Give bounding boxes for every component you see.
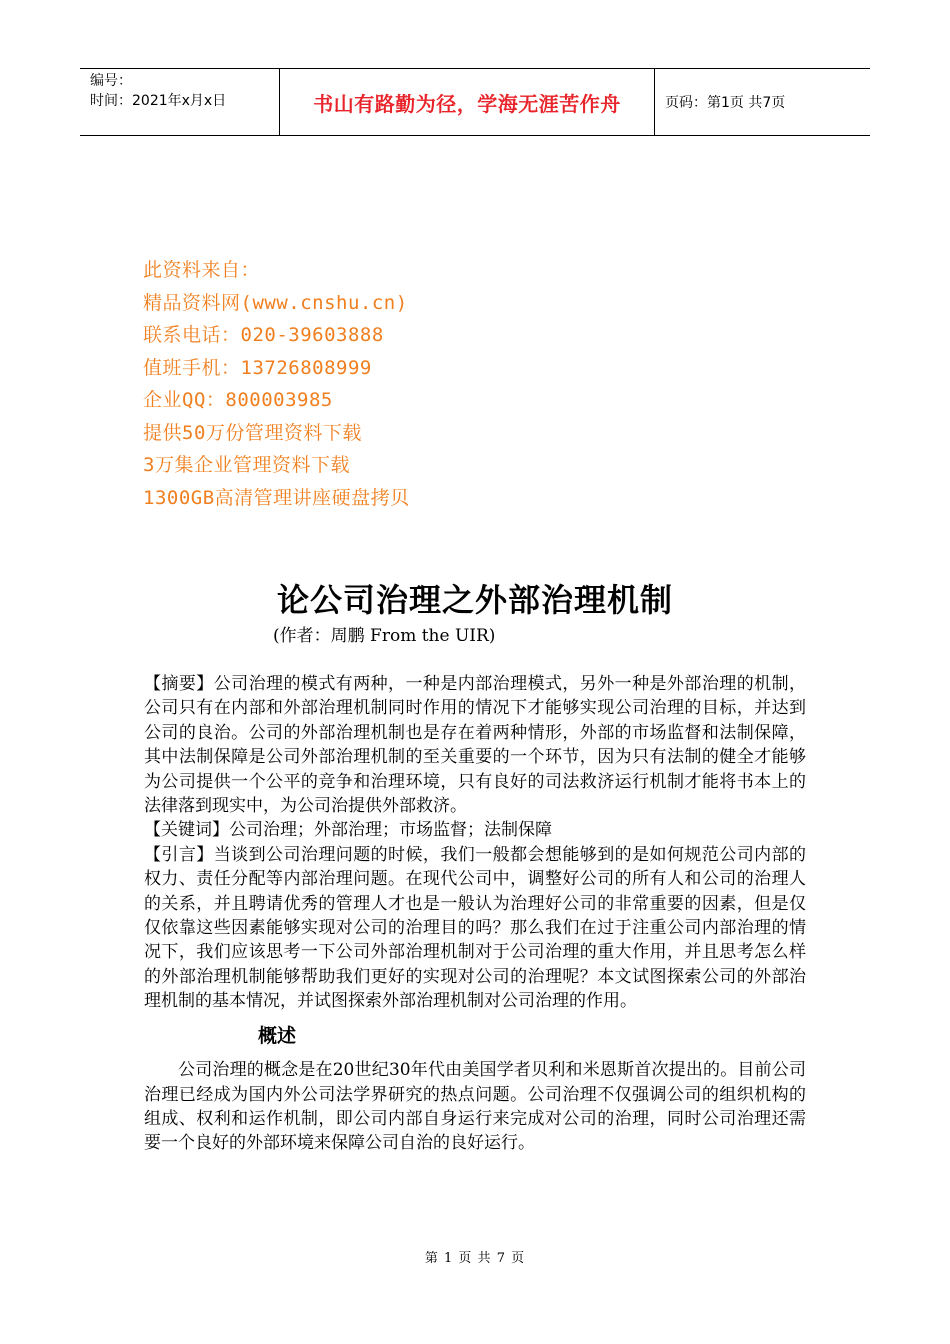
header-page-cell (655, 69, 870, 135)
header-motto: 书山有路勤为径，学海无涯苦作舟 (313, 91, 621, 116)
ad-line: 联系电话：020-39603888 (143, 324, 384, 346)
ad-line: 1300GB高清管理讲座硬盘拷贝 (143, 486, 410, 509)
article-body (144, 672, 806, 1156)
source-ad-block (143, 254, 410, 514)
page-footer: 第 1 页 共 7 页 (424, 1251, 526, 1266)
keywords-paragraph: 【关键词】公司治理；外部治理；市场监督；法制保障 (144, 820, 552, 841)
header-table (80, 68, 870, 136)
intro-paragraph: 【引言】当谈到公司治理问题的时候，我们一般都会想能够到的是如何规范公司内部的权力、责任分配等内部治理问题。在现代公司中，调整好公司的所有人和公司的治理人的关系，并且聘请优秀的管理人才也是一般认为治理好公司的非常重要的因素，但是仅仅依靠这些因素能够实现对公司的治理目的吗？那么我们在过于注重公司内部治理的情况下，我们应该思考一下公司外部治理机制对于公司治理的重大作用，并且思考怎么样的外部治理机制能够帮助我们更好的实现对公司的治理呢？本文试图探索公司的外部治理机制的基本情况，并试图探索外部治理机制对公司治理的作用。 (144, 844, 806, 1012)
ad-line: 精品资料网(www.cnshu.cn) (143, 291, 408, 314)
header-meta-cell (80, 69, 280, 135)
ad-line: 企业QQ：800003985 (143, 389, 333, 411)
article-title: 论公司治理之外部治理机制 (276, 581, 673, 619)
document-time-label: 时间：2021年x月x日 (90, 93, 227, 109)
ad-line: 提供50万份管理资料下载 (143, 421, 362, 444)
header-motto-cell (280, 69, 655, 135)
header-page-label: 页码：第1页 共7页 (665, 95, 786, 111)
body-paragraph: 公司治理的概念是在20世纪30年代由美国学者贝利和米恩斯首次提出的。目前公司治理已经成为国内外公司法学界研究的热点问题。公司治理不仅强调公司的组织机构的组成、权利和运作机制，即公司内部自身运行来完成对公司的治理，同时公司治理还需要一个良好的外部环境来保障公司自治的良好运行。 (144, 1060, 806, 1154)
ad-line: 值班手机：13726808999 (143, 356, 372, 379)
article-author: (作者：周鹏 From the UIR) (273, 626, 496, 646)
abstract-paragraph: 【摘要】公司治理的模式有两种，一种是内部治理模式，另外一种是外部治理的机制，公司只有在内部和外部治理机制同时作用的情况下才能够实现公司治理的目标，并达到公司的良治。公司的外部治理机制也是存在着两种情形，外部的市场监督和法制保障，其中法制保障是公司外部治理机制的至关重要的一个环节，因为只有法制的健全才能够为公司提供一个公平的竞争和治理环境，只有良好的司法救济运行机制才能将书本上的法律落到现实中，为公司治提供外部救济。 (144, 674, 806, 817)
ad-line: 3万集企业管理资料下载 (143, 454, 350, 476)
ad-line: 此资料来自： (143, 259, 261, 281)
section-heading: 概述 (258, 1024, 297, 1047)
document-number-label: 编号： (90, 73, 132, 89)
